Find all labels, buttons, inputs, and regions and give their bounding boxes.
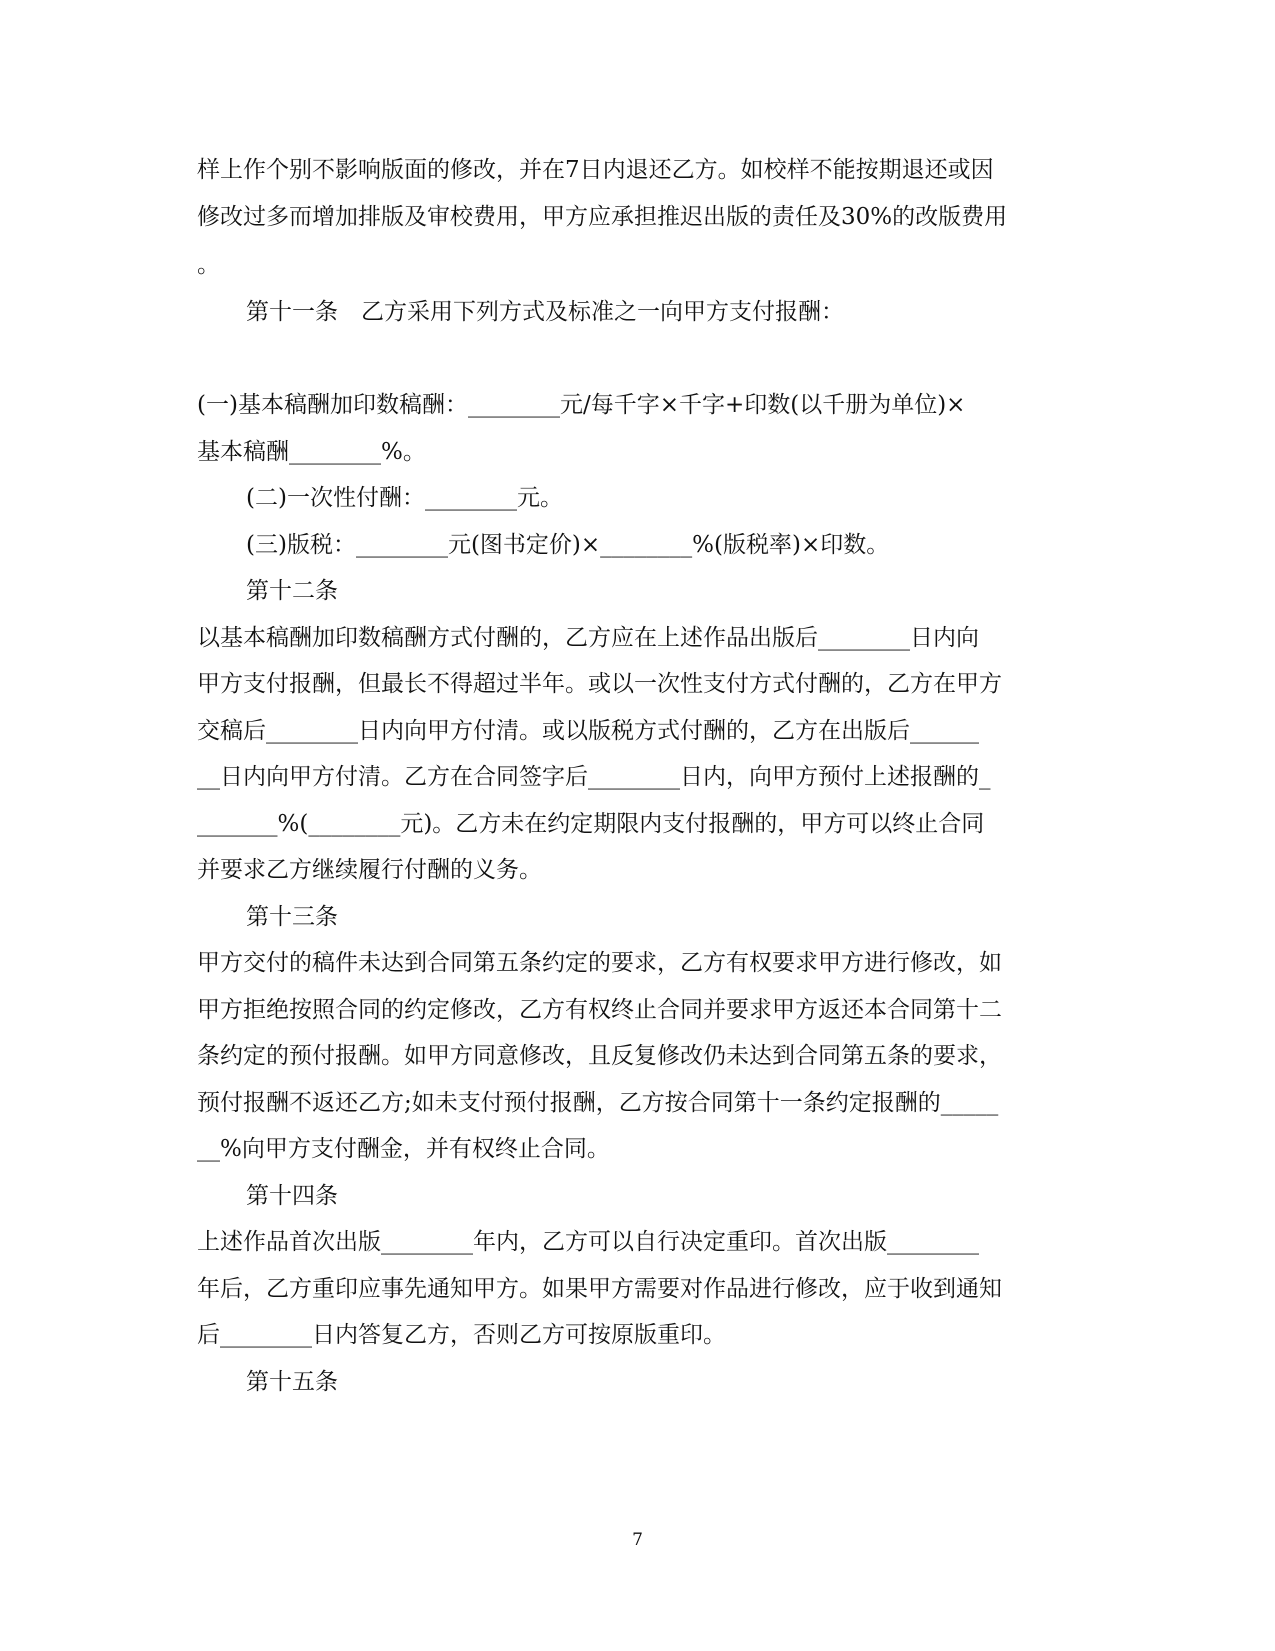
text-line: 并要求乙方继续履行付酬的义务。 xyxy=(197,857,542,883)
article-heading: 第十三条 xyxy=(246,904,338,930)
text-line: __日内向甲方付清。乙方在合同签字后________日内，向甲方预付上述报酬的_ xyxy=(197,764,991,790)
text-line: (一)基本稿酬加印数稿酬：________元/每千字×千字+印数(以千册为单位)× xyxy=(197,392,966,418)
text-line: 年后，乙方重印应事先通知甲方。如果甲方需要对作品进行修改，应于收到通知 xyxy=(197,1276,1002,1302)
page-number: 7 xyxy=(632,1530,643,1550)
text-line: (二)一次性付酬：________元。 xyxy=(246,485,563,511)
article-heading: 第十四条 xyxy=(246,1183,338,1209)
text-line: 甲方支付报酬，但最长不得超过半年。或以一次性支付方式付酬的，乙方在甲方 xyxy=(197,671,1002,697)
text-line: 基本稿酬________%。 xyxy=(197,439,426,465)
text-line: 以基本稿酬加印数稿酬方式付酬的，乙方应在上述作品出版后________日内向 xyxy=(197,625,979,651)
article-heading: 第十二条 xyxy=(246,578,338,604)
text-line: 。 xyxy=(197,252,220,278)
text-line: 上述作品首次出版________年内，乙方可以自行决定重印。首次出版________ xyxy=(197,1229,979,1255)
text-line: 后________日内答复乙方，否则乙方可按原版重印。 xyxy=(197,1322,726,1348)
text-line: __%向甲方支付酬金，并有权终止合同。 xyxy=(197,1136,610,1162)
text-line: 甲方拒绝按照合同的约定修改，乙方有权终止合同并要求甲方返还本合同第十二 xyxy=(197,997,1002,1023)
text-line: 预付报酬不返还乙方;如未支付预付报酬，乙方按合同第十一条约定报酬的_____ xyxy=(197,1090,999,1116)
text-line: 交稿后________日内向甲方付清。或以版税方式付酬的，乙方在出版后______ xyxy=(197,718,979,744)
text-line: 修改过多而增加排版及审校费用，甲方应承担推迟出版的责任及30%的改版费用 xyxy=(197,204,1008,230)
text-line: 样上作个别不影响版面的修改，并在7日内退还乙方。如校样不能按期退还或因 xyxy=(197,157,994,183)
article-heading: 第十五条 xyxy=(246,1369,338,1395)
text-line: (三)版税：________元(图书定价)×________%(版税率)×印数。 xyxy=(246,532,890,558)
article-heading: 第十一条 乙方采用下列方式及标准之一向甲方支付报酬： xyxy=(246,299,844,325)
text-line: 条约定的预付报酬。如甲方同意修改，且反复修改仍未达到合同第五条的要求， xyxy=(197,1043,1002,1069)
text-line: 甲方交付的稿件未达到合同第五条约定的要求，乙方有权要求甲方进行修改，如 xyxy=(197,950,1002,976)
text-line: _______%(________元)。乙方未在约定期限内支付报酬的，甲方可以终止合同 xyxy=(197,811,985,837)
